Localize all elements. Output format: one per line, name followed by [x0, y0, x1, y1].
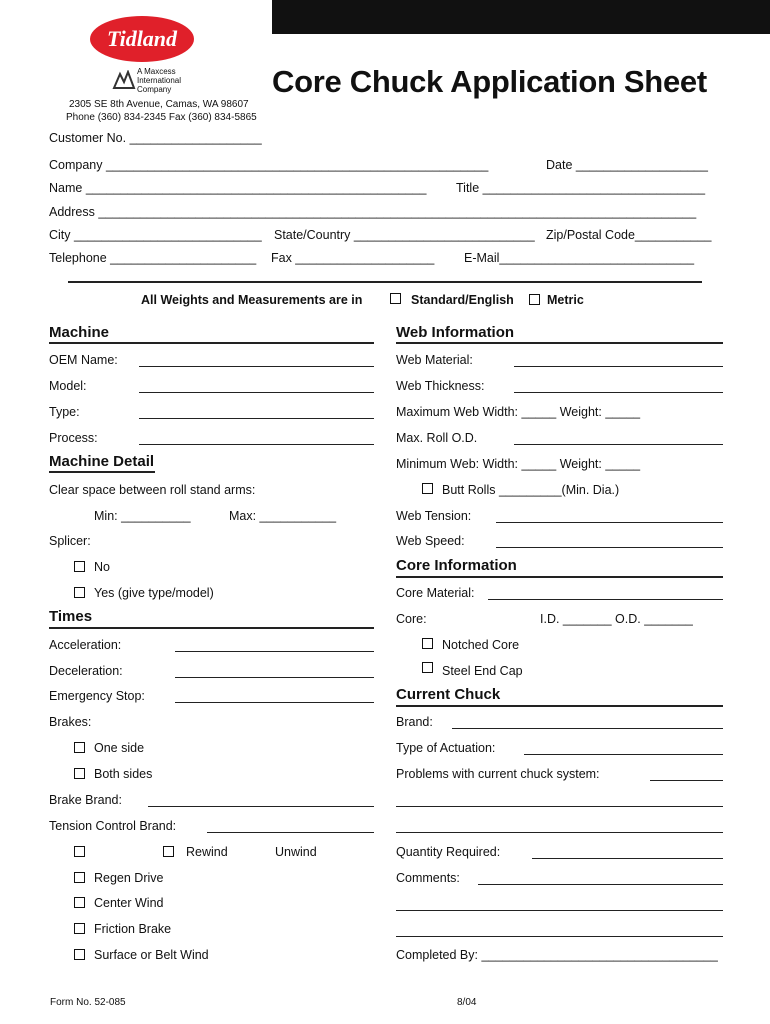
one-side-checkbox[interactable]	[74, 742, 85, 753]
regen-drive-label: Regen Drive	[94, 871, 164, 885]
acceleration-input[interactable]	[175, 651, 374, 652]
web-info-heading: Web Information	[396, 324, 515, 341]
model-input[interactable]	[139, 392, 374, 393]
splicer-yes-label: Yes (give type/model)	[94, 586, 214, 600]
comments-input-3[interactable]	[396, 936, 723, 937]
page-title: Core Chuck Application Sheet	[272, 64, 707, 99]
process-label: Process:	[49, 431, 98, 445]
problems-input-3[interactable]	[396, 832, 723, 833]
splicer-no-label: No	[94, 560, 110, 574]
company-address: 2305 SE 8th Avenue, Camas, WA 98607	[69, 99, 249, 110]
telephone-field[interactable]: Telephone _____________________	[49, 251, 257, 265]
zip-field[interactable]: Zip/Postal Code___________	[546, 228, 712, 242]
one-side-label: One side	[94, 741, 145, 755]
unlabeled-checkbox[interactable]	[74, 846, 85, 857]
min-field[interactable]: Min: __________	[94, 509, 191, 523]
metric-label: Metric	[547, 293, 584, 307]
splicer-no-checkbox[interactable]	[74, 561, 85, 572]
quantity-input[interactable]	[532, 858, 723, 859]
form-number: Form No. 52-085	[50, 997, 126, 1008]
oem-input[interactable]	[139, 366, 374, 367]
tension-control-brand-input[interactable]	[207, 832, 374, 833]
rewind-checkbox[interactable]	[163, 846, 174, 857]
maxcess-logo-icon	[112, 70, 136, 90]
times-heading: Times	[49, 608, 93, 625]
header-black-bar	[272, 0, 770, 34]
actuation-label: Type of Actuation:	[396, 741, 496, 755]
process-input[interactable]	[139, 444, 374, 445]
friction-brake-checkbox[interactable]	[74, 923, 85, 934]
tidland-logo	[88, 14, 196, 64]
deceleration-input[interactable]	[175, 677, 374, 678]
metric-checkbox[interactable]	[529, 294, 540, 305]
maxcess-company-text: A Maxcess International Company	[137, 67, 182, 94]
splicer-yes-checkbox[interactable]	[74, 587, 85, 598]
company-field[interactable]: Company _______________________________________________________	[49, 158, 489, 172]
oem-label: OEM Name:	[49, 353, 118, 367]
comments-input-2[interactable]	[396, 910, 723, 911]
units-label: All Weights and Measurements are in	[141, 293, 363, 307]
core-material-input[interactable]	[488, 599, 723, 600]
current-chuck-heading: Current Chuck	[396, 686, 501, 703]
city-field[interactable]: City ___________________________	[49, 228, 262, 242]
clear-space-label: Clear space between roll stand arms:	[49, 483, 256, 497]
machine-detail-heading: Machine Detail	[49, 453, 155, 470]
current-chuck-rule	[396, 705, 723, 707]
web-material-input[interactable]	[514, 366, 723, 367]
comments-label: Comments:	[396, 871, 460, 885]
web-thickness-label: Web Thickness:	[396, 379, 485, 393]
title-field[interactable]: Title ________________________________	[456, 181, 706, 195]
core-info-rule	[396, 576, 723, 578]
company-phone-fax: Phone (360) 834-2345 Fax (360) 834-5865	[66, 112, 257, 123]
brand-input[interactable]	[452, 728, 723, 729]
friction-brake-label: Friction Brake	[94, 922, 172, 936]
web-material-label: Web Material:	[396, 353, 473, 367]
comments-input-1[interactable]	[478, 884, 723, 885]
butt-rolls-field[interactable]: Butt Rolls _________(Min. Dia.)	[442, 483, 620, 497]
brand-label: Brand:	[396, 715, 433, 729]
problems-input-2[interactable]	[396, 806, 723, 807]
splicer-label: Splicer:	[49, 534, 91, 548]
acceleration-label: Acceleration:	[49, 638, 122, 652]
customer-no-field[interactable]: Customer No. ___________________	[49, 131, 262, 145]
notched-core-label: Notched Core	[442, 638, 520, 652]
steel-end-cap-label: Steel End Cap	[442, 664, 523, 678]
min-web-field[interactable]: Minimum Web: Width: _____ Weight: _____	[396, 457, 641, 471]
completed-by-field[interactable]: Completed By: __________________________________	[396, 948, 718, 962]
notched-core-checkbox[interactable]	[422, 638, 433, 649]
emergency-stop-label: Emergency Stop:	[49, 689, 145, 703]
address-field[interactable]: Address ______________________________________________________________________________________	[49, 205, 697, 219]
rewind-label: Rewind	[186, 845, 228, 859]
brakes-label: Brakes:	[49, 715, 92, 729]
deceleration-label: Deceleration:	[49, 664, 123, 678]
regen-drive-checkbox[interactable]	[74, 872, 85, 883]
web-speed-label: Web Speed:	[396, 534, 465, 548]
center-wind-label: Center Wind	[94, 896, 164, 910]
actuation-input[interactable]	[524, 754, 723, 755]
email-field[interactable]: E-Mail____________________________	[464, 251, 695, 265]
standard-label: Standard/English	[411, 293, 514, 307]
butt-rolls-checkbox[interactable]	[422, 483, 433, 494]
tension-control-brand-label: Tension Control Brand:	[49, 819, 177, 833]
state-country-field[interactable]: State/Country __________________________	[274, 228, 535, 242]
standard-checkbox[interactable]	[390, 293, 401, 304]
web-info-rule	[396, 342, 723, 344]
core-info-heading: Core Information	[396, 557, 517, 574]
core-label: Core:	[396, 612, 427, 626]
divider	[68, 281, 702, 283]
max-web-field[interactable]: Maximum Web Width: _____ Weight: _____	[396, 405, 641, 419]
max-roll-od-input[interactable]	[514, 444, 723, 445]
type-label: Type:	[49, 405, 80, 419]
brake-brand-input[interactable]	[148, 806, 374, 807]
surface-belt-wind-checkbox[interactable]	[74, 949, 85, 960]
brake-brand-label: Brake Brand:	[49, 793, 122, 807]
web-tension-input[interactable]	[496, 522, 723, 523]
web-tension-label: Web Tension:	[396, 509, 472, 523]
times-heading-rule	[49, 627, 374, 629]
center-wind-checkbox[interactable]	[74, 897, 85, 908]
web-thickness-input[interactable]	[514, 392, 723, 393]
name-field[interactable]: Name _________________________________________________	[49, 181, 427, 195]
logo-text: Tidland	[106, 26, 178, 51]
type-input[interactable]	[139, 418, 374, 419]
core-material-label: Core Material:	[396, 586, 475, 600]
problems-label: Problems with current chuck system:	[396, 767, 600, 781]
quantity-label: Quantity Required:	[396, 845, 501, 859]
max-roll-od-label: Max. Roll O.D.	[396, 431, 478, 445]
date-field[interactable]: Date ___________________	[546, 158, 708, 172]
fax-field[interactable]: Fax ____________________	[271, 251, 435, 265]
emergency-stop-input[interactable]	[175, 702, 374, 703]
core-id-od-field[interactable]: I.D. _______ O.D. _______	[540, 612, 693, 626]
web-speed-input[interactable]	[496, 547, 723, 548]
form-date: 8/04	[457, 997, 477, 1008]
both-sides-label: Both sides	[94, 767, 153, 781]
machine-heading-rule	[49, 342, 374, 344]
surface-belt-wind-label: Surface or Belt Wind	[94, 948, 209, 962]
max-field[interactable]: Max: ___________	[229, 509, 337, 523]
machine-detail-rule	[49, 471, 155, 473]
both-sides-checkbox[interactable]	[74, 768, 85, 779]
problems-input-1[interactable]	[650, 780, 723, 781]
steel-end-cap-checkbox[interactable]	[422, 662, 433, 673]
model-label: Model:	[49, 379, 87, 393]
machine-heading: Machine	[49, 324, 110, 341]
unwind-label: Unwind	[275, 845, 317, 859]
